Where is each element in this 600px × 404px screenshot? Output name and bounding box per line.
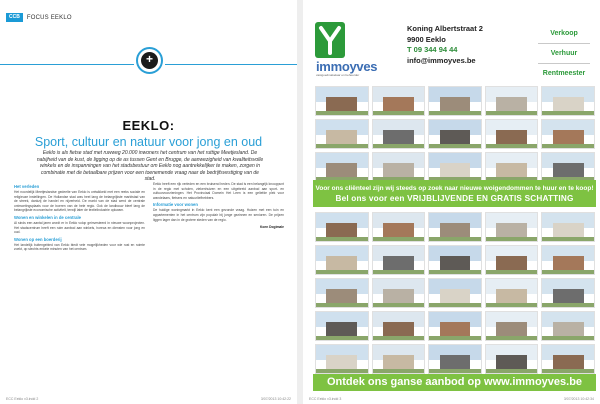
left-page: [0, 0, 297, 404]
article-intro: Eeklo is als fietse stad met ruwweg 20.000 inwoners het centrum van het ruttige Meetjesland. De nabijheid van de kust, de ligging op de as tussen Gent en Brugge, de aanwezigheid van kwaliteitsvolle winkels en de inspanningen van het stadsbestuur om Eeklo nog aantrekkelijker te maken, zorgen in combinatie met de betaalbare prijzen voor een toenemende vraag naar de bedrijfsvestiging van de stad.: [36, 150, 264, 183]
property-photo: [315, 278, 369, 308]
property-photo: [428, 245, 482, 275]
section-title: FOCUS EEKLO: [26, 14, 72, 21]
service-sale: Verkoop: [550, 30, 578, 37]
property-photo: [485, 86, 539, 116]
property-photo: [428, 212, 482, 242]
divider-left: [0, 64, 134, 65]
property-photo: [541, 212, 595, 242]
property-photo: [541, 119, 595, 149]
property-photo: [541, 86, 595, 116]
property-photo: [428, 311, 482, 341]
email-address: info@immoyves.be: [407, 55, 476, 65]
website-banner: Ontdek ons ganse aanbod op www.immoyves.be: [313, 374, 596, 391]
property-photo: [372, 344, 426, 374]
col2-paragraph-1: Eeklo heeft een rijk verleden en een bruisend heden. De stad is een belangrijk knooppunt in de regio met scholen, ziekenhuizen en een uitgebreid aanbod aan sport- en cultuurvoorzieningen. Het Provinciaal Domein Het Leen is een geliefde plek voor wandelaars, fietsers en natuurliefhebbers.: [153, 182, 284, 200]
divider-right: [165, 64, 297, 65]
property-photo: [428, 86, 482, 116]
property-photo: [372, 278, 426, 308]
logo-y-mark-icon: [315, 22, 345, 58]
phone-number: T 09 344 94 44: [407, 45, 458, 54]
property-photo: [372, 212, 426, 242]
left-footer: [6, 397, 291, 401]
service-manager: Rentmeester: [542, 70, 586, 77]
property-photo: [541, 311, 595, 341]
address-line-2: 9900 Eeklo: [407, 34, 446, 44]
property-photo: [485, 119, 539, 149]
property-photo: [485, 152, 539, 182]
property-photo: [315, 311, 369, 341]
service-rent: Verhuur: [550, 50, 578, 57]
brand-name: immoyves: [316, 59, 378, 74]
valuation-banner: [313, 180, 596, 207]
article-column-1: [14, 182, 145, 253]
contact-block: [407, 24, 483, 66]
address-line-1: Koning Albertstraat 2: [407, 24, 483, 33]
right-footer-file: ECC Eeklo v3.indd 3: [309, 397, 342, 401]
property-photo: [485, 311, 539, 341]
col1-heading-3: Wonen op een boerderij: [14, 236, 62, 242]
col2-heading-2: Informatie voor wonen: [153, 202, 198, 208]
property-photo: [315, 86, 369, 116]
author-signature: Koen Dogimale: [260, 225, 284, 230]
property-photo: [485, 245, 539, 275]
banner-line-1: Voor ons cliënteel zijn wij steeds op zoek naar nieuwe woigendommen te huur en te koop!: [315, 185, 594, 192]
col1-paragraph-3: Het landelijk buitengebied van Eeklo biedt vele mogelijkheden voor wie rust en ruimte zoekt, op slechts enkele minuten van het centrum.: [14, 242, 145, 252]
magnifier-icon: +: [136, 47, 163, 74]
article-body: [14, 182, 284, 253]
property-photo: [485, 278, 539, 308]
article-column-2: [153, 182, 284, 253]
property-photo: [372, 86, 426, 116]
brand-tagline: vastgoedmakelaar en beheerder: [316, 73, 360, 77]
property-photo: [372, 152, 426, 182]
left-footer-date: 3/07/2013 10:42:22: [260, 397, 291, 401]
property-photo: [541, 278, 595, 308]
property-photo: [315, 245, 369, 275]
brand-logo: [313, 22, 405, 77]
property-photo: [315, 344, 369, 374]
property-photo: [541, 152, 595, 182]
article-headline: [0, 118, 297, 149]
property-photo: [428, 152, 482, 182]
property-photo: [541, 344, 595, 374]
property-photo: [485, 344, 539, 374]
col1-heading-1: Het verleden: [14, 184, 40, 189]
property-photo: [315, 119, 369, 149]
section-header: [6, 13, 72, 22]
col2-paragraph-2: De huidige woningmarkt in Eeklo kent een gezonde vraag. Huizen met een tuin en appartementen in het centrum zijn populair bij jonge gezinnen en senioren. De prijzen liggen lager dan in de grotere steden van de regio.: [153, 208, 284, 222]
property-photo: [315, 212, 369, 242]
property-photo: [372, 311, 426, 341]
right-footer-date: 3/07/2013 10:42:34: [563, 397, 594, 401]
property-photo: [372, 245, 426, 275]
col1-paragraph-2: Al sinds een aantal jaren wordt er in Eeklo volop geinvesteerd in nieuwe woonprojecten. Het stadscentrum heeft een ruim aanbod aan winkels, horeca en diensten voor jong en oud.: [14, 220, 145, 235]
services-list: [534, 24, 594, 83]
property-photo: [315, 152, 369, 182]
property-photo: [372, 119, 426, 149]
left-footer-file: ECC Eeklo v3.indd 2: [6, 397, 39, 401]
banner-line-2: Bel ons voor een VRIJBLIJVENDE EN GRATIS SCHATTING: [335, 194, 574, 203]
right-page: [303, 0, 600, 404]
property-photo-grid-top: [315, 86, 595, 182]
property-photo: [485, 212, 539, 242]
property-photo: [428, 119, 482, 149]
property-photo: [428, 278, 482, 308]
col1-paragraph-1: Het noordelijk Meetjeslandse gedeelte van Eeklo is ontwikkeld met een reeks sociale en religieuze instellingen. De Hollandse stad was heel lang de belangrijkste marktstad van de streek, dankzij de handel en nijverheid. De markt van de stad werd de centrale ontmoetingsplaats voor de boeren van de hele regio. Ook de landbouw bleef lang de belangrijkste economische activiteit, terwijl later de textielindustrie opkwam.: [14, 190, 145, 213]
section-badge: CCB: [6, 13, 23, 22]
right-footer: [309, 397, 594, 401]
col1-heading-2: Wonen en winkelen in de centrale: [14, 214, 81, 220]
headline-title: EEKLO:: [122, 118, 175, 133]
property-photo-grid-bottom: [315, 212, 595, 374]
headline-subtitle: Sport, cultuur en natuur voor jong en oud: [34, 135, 263, 149]
property-photo: [428, 344, 482, 374]
property-photo: [541, 245, 595, 275]
